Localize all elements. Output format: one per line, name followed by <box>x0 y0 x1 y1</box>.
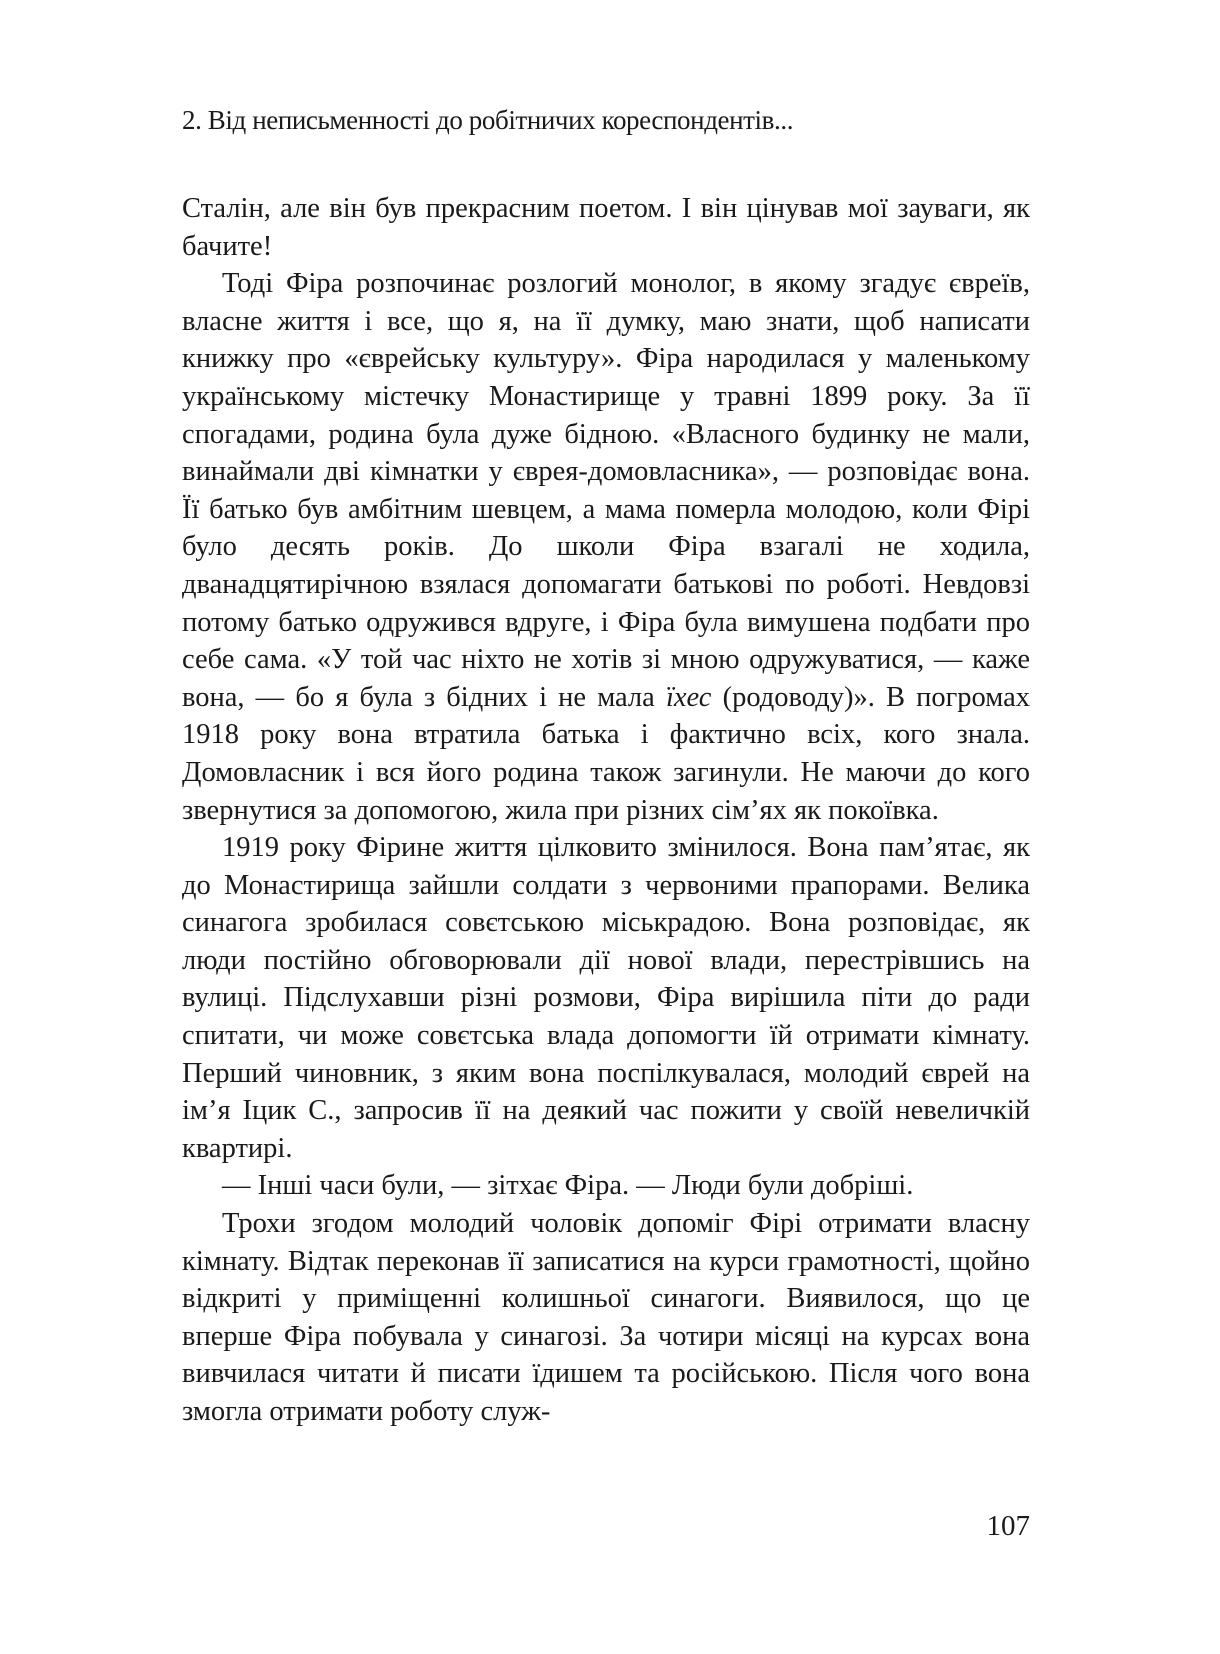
running-head: 2. Від неписьменності до робітничих кореспондентів... <box>182 105 794 135</box>
paragraph-text: 1919 року Фірине життя цілковито змінилося. Вона пам’ятає, як до Монастирища зайшли солдати з червоними прапорами. Велика синагога зробилася совєтською міськрадою. Вона розповідає, як люди постійно обговорювали дії нової влади, перестрівшись на вулиці. Підслухавши різні розмови, Фіра вирішила піти до ради спитати, чи може совєтська влада допомогти їй отримати кімнату. Перший чиновник, з яким вона поспілкувалася, молодий єврей на ім’я Іцик С., запросив її на деякий час пожити у своїй невеличкій квартирі. <box>182 832 1030 1164</box>
dialogue-line <box>182 1167 1030 1205</box>
paragraph-text: (родоводу)». В погромах 1918 року вона втратила батька і фактично всіх, кого знала. Домовласник і вся його родина також загинули. Не маючи до кого звернутися за допомогою, жила при різних сім’ях як покоївка. <box>182 681 1030 826</box>
paragraph-text: Тоді Фіра розпочинає розлогий монолог, в якому згадує євреїв, власне життя і все, що я, на її думку, маю знати, щоб написати книжку про «єврейську культуру». Фіра народилася у маленькому українському містечку Монастирище у травні 1899 року. За її спогадами, родина була дуже бідною. «Власного будинку не мали, винаймали дві кімнатки у єврея-домовласника», — розповідає вона. Її батько був амбітним шевцем, а мама померла молодою, коли Фірі було десять років. До школи Фіра взагалі не ходила, дванадцятирічною взялася допомагати батькові по роботі. Невдовзі потому батько одружився вдруге, і Фіра була вимушена подбати про себе сама. «У той час ніхто не хотів зі мною одружуватися, — каже вона, — бо я була з бідних і не мала <box>182 268 1030 713</box>
paragraph <box>182 829 1030 1167</box>
italic-term: їхес <box>665 681 712 713</box>
page-number: 107 <box>986 1510 1030 1542</box>
body-text <box>182 190 1030 1431</box>
paragraph-text: Трохи згодом молодий чоловік допоміг Фірі отримати власну кімнату. Відтак переконав її записатися на курси грамотності, щойно відкриті у приміщенні колишньої синагоги. Виявилося, що це вперше Фіра побувала у синагозі. За чотири місяці на курсах вона вивчилася читати й писати їдишем та російською. Після чого вона змогла отримати роботу служ- <box>182 1208 1030 1427</box>
paragraph-continuation <box>182 190 1030 265</box>
paragraph <box>182 1205 1030 1431</box>
paragraph-text: — Інші часи були, — зітхає Фіра. — Люди були добріші. <box>222 1170 914 1202</box>
paragraph-text: Сталін, але він був прекрасним поетом. І він цінував мої зауваги, як бачите! <box>182 193 1030 262</box>
paragraph <box>182 265 1030 829</box>
